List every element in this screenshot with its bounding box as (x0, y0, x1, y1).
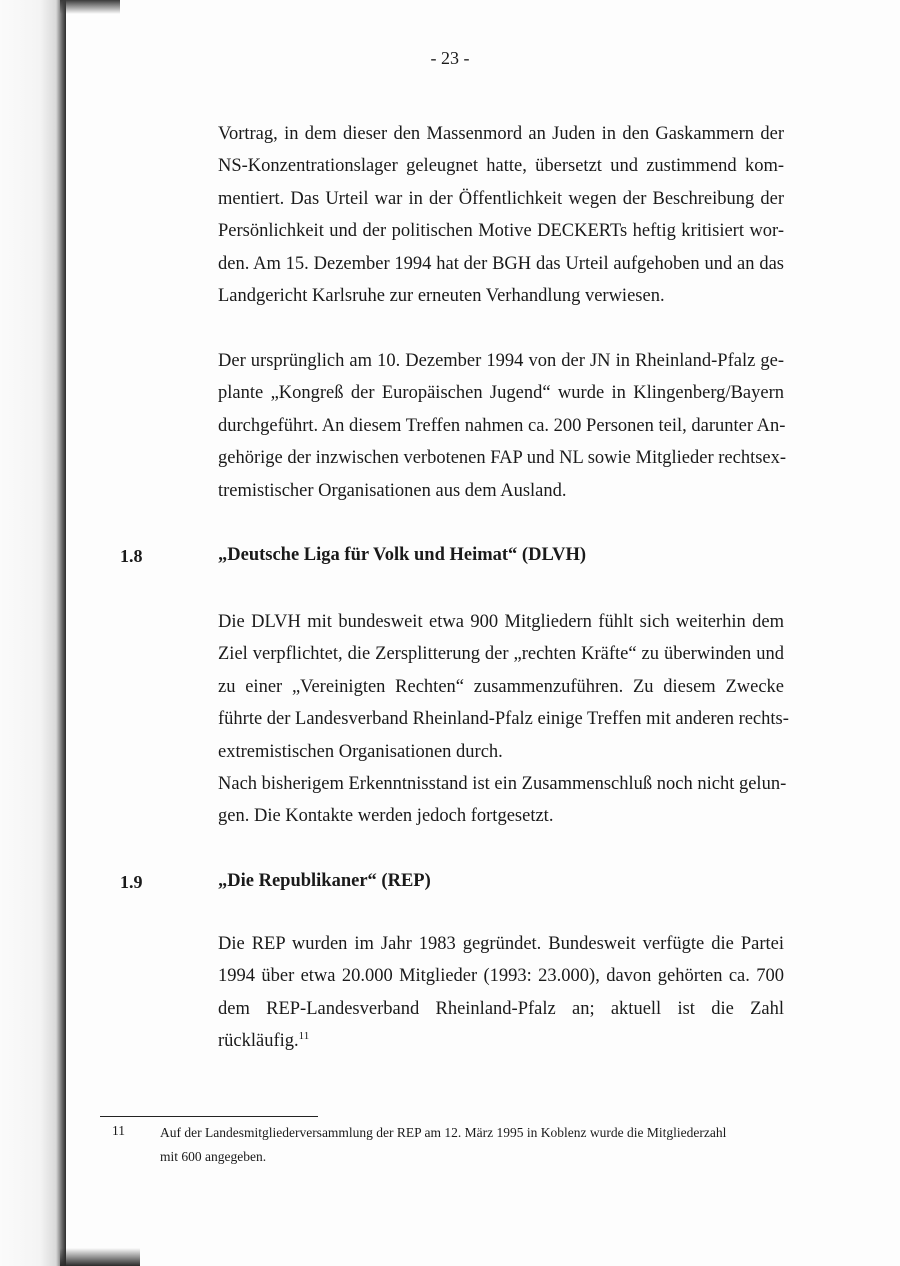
text-line: plante „Kongreß der Europäischen Jugend“ wurde in Klingenberg/Bayern (218, 383, 784, 404)
text-line: Die DLVH mit bundesweit etwa 900 Mitgliedern fühlt sich weiterhin dem (218, 612, 784, 632)
text-line: Landgericht Karlsruhe zur erneuten Verhandlung verwiesen. (218, 286, 665, 307)
text-line: gen. Die Kontakte werden jedoch fortgesetzt. (218, 806, 554, 827)
paragraph-dlvh (218, 606, 789, 768)
text-line: 1994 über etwa 20.000 Mitglieder (1993: 23.000), davon gehörten ca. 700 (218, 966, 784, 987)
text-line (218, 1025, 784, 1057)
text-line: Die REP wurden im Jahr 1983 gegründet. Bundesweit verfügte die Partei (218, 934, 784, 954)
text-line: dem REP-Landesverband Rheinland-Pfalz an; aktuell ist die Zahl (218, 998, 784, 1019)
text-line: Persönlichkeit und der politischen Motive DECKERTs heftig kritisiert wor- (218, 221, 784, 242)
footnote-separator (100, 1116, 318, 1117)
scan-edge-top (60, 0, 120, 14)
text-line: Ziel verpflichtet, die Zersplitterung der „rechten Kräfte“ zu überwinden und (218, 644, 784, 665)
footnote-line: mit 600 angegeben. (160, 1149, 267, 1164)
page-number: - 23 - (430, 48, 470, 68)
scan-edge-bottom (60, 1248, 140, 1266)
paragraph-rep (218, 928, 784, 1058)
scan-edge-shadow (0, 0, 66, 1266)
text-line: führte der Landesverband Rheinland-Pfalz einige Treffen mit anderen rechts- (218, 709, 789, 730)
text-line: Vortrag, in dem dieser den Massenmord an Juden in den Gaskammern der (218, 124, 784, 144)
text-line: mentiert. Das Urteil war in der Öffentlichkeit wegen der Beschreibung der (218, 188, 784, 209)
paragraph-dlvh-contacts (218, 768, 787, 833)
text-fragment: rückläufig. (218, 1031, 299, 1052)
footnote-text (160, 1121, 800, 1169)
footnote-reference: 11 (298, 1030, 310, 1043)
text-line: Der ursprünglich am 10. Dezember 1994 von der JN in Rheinland-Pfalz ge- (218, 351, 784, 371)
footnote-number: 11 (112, 1123, 125, 1138)
section-title-rep: „Die Republikaner“ (REP) (218, 871, 431, 891)
text-line: den. Am 15. Dezember 1994 hat der BGH das Urteil aufgehoben und an das (218, 253, 784, 274)
section-number-1-8: 1.8 (120, 546, 143, 566)
paragraph-jn-congress (218, 345, 787, 507)
text-line: extremistischen Organisationen durch. (218, 741, 503, 762)
footnote-line: Auf der Landesmitgliederversammlung der REP am 12. März 1995 in Koblenz wurde die Mitgliederzahl (160, 1125, 727, 1140)
text-line: gehörige der inzwischen verbotenen FAP und NL sowie Mitglieder rechtsex- (218, 448, 787, 469)
text-line: tremistischer Organisationen aus dem Ausland. (218, 480, 567, 501)
paragraph-deckert-verdict (218, 118, 784, 312)
text-line: durchgeführt. An diesem Treffen nahmen ca. 200 Personen teil, darunter An- (218, 415, 786, 436)
section-title-dlvh: „Deutsche Liga für Volk und Heimat“ (DLVH) (218, 545, 586, 565)
text-line: Nach bisherigem Erkenntnisstand ist ein Zusammenschluß noch nicht gelun- (218, 774, 787, 794)
section-number-1-9: 1.9 (120, 872, 143, 892)
text-line: zu einer „Vereinigten Rechten“ zusammenzuführen. Zu diesem Zwecke (218, 676, 784, 697)
text-line: NS-Konzentrationslager geleugnet hatte, übersetzt und zustimmend kom- (218, 156, 784, 177)
